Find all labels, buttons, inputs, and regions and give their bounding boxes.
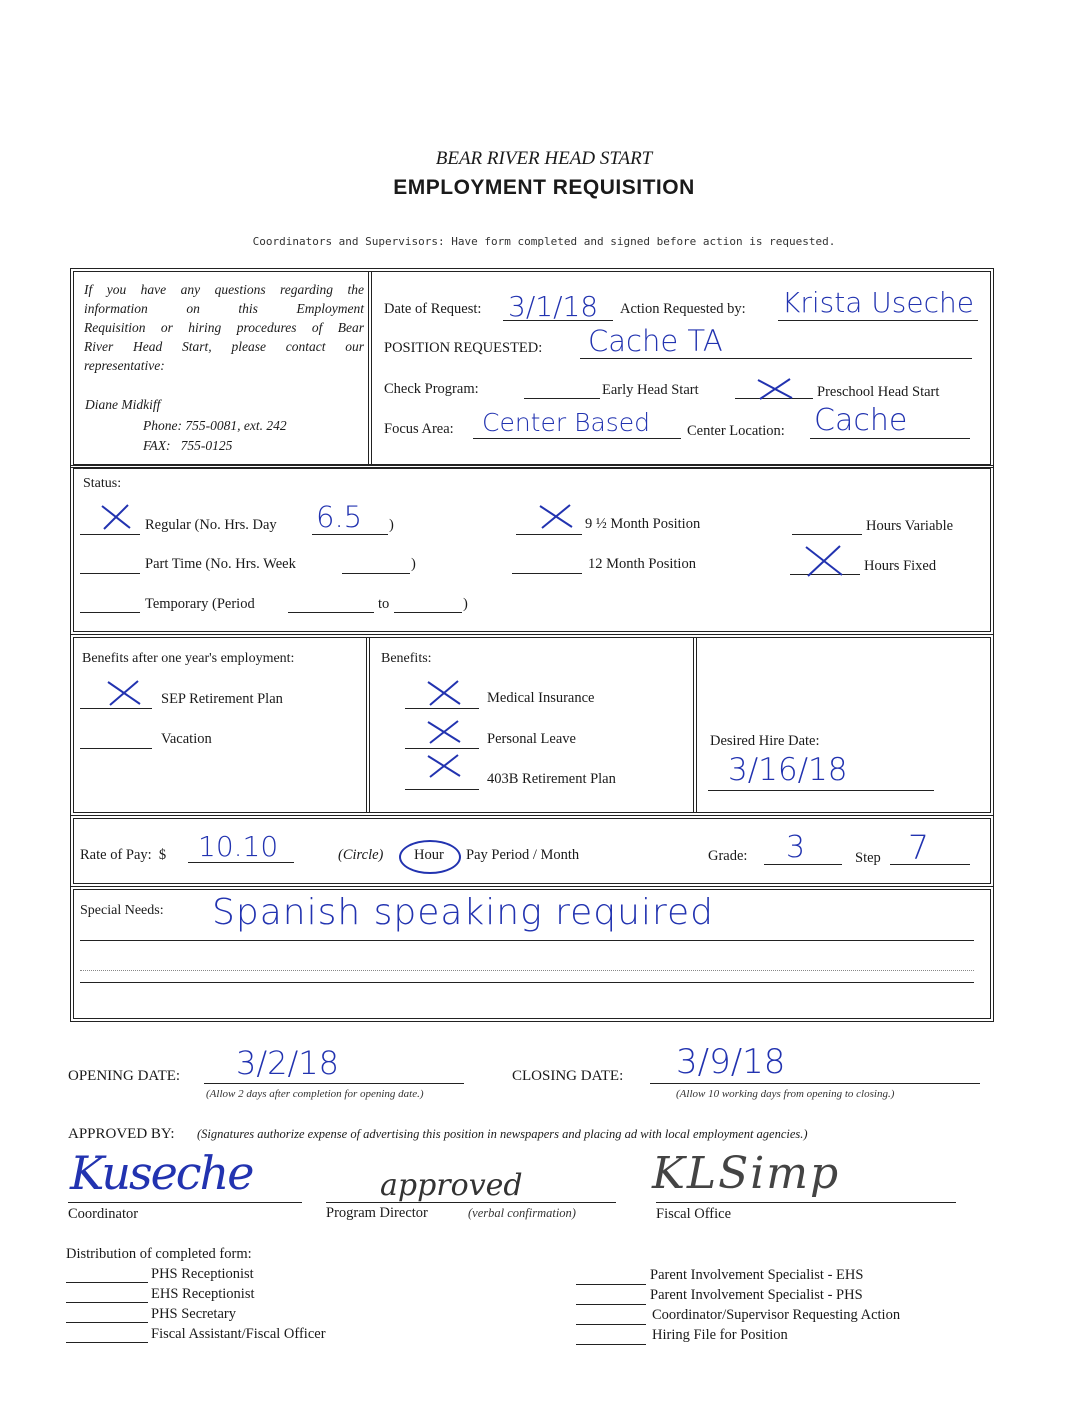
- dist-line-pis-ehs: [576, 1284, 646, 1285]
- special-needs-line-1: [80, 940, 974, 941]
- personal-line: [405, 748, 479, 749]
- step-line: [890, 864, 970, 865]
- closing-date-value[interactable]: 3/9/18: [676, 1042, 786, 1082]
- action-requested-value[interactable]: Krista Useche: [782, 286, 974, 319]
- sep-check-mark[interactable]: [104, 678, 144, 708]
- dist-line-phs-secretary: [66, 1322, 148, 1323]
- twelve-month-line: [512, 573, 582, 574]
- retirement-check-mark[interactable]: [424, 752, 464, 780]
- date-of-request-label: Date of Request:: [384, 301, 482, 317]
- early-head-start-label: Early Head Start: [602, 382, 699, 398]
- contact-note: If you have any questions regarding the information on this Employment Requisition or hiring procedures of Bear River Head Start, please contact our representative:: [84, 282, 364, 373]
- medical-line: [405, 708, 479, 709]
- center-location-label: Center Location:: [687, 423, 785, 439]
- medical-check-mark[interactable]: [424, 678, 464, 708]
- hours-fixed-label: Hours Fixed: [864, 558, 937, 574]
- fiscal-label: Fiscal Office: [656, 1206, 732, 1222]
- action-requested-label: Action Requested by:: [620, 301, 746, 317]
- temporary-close-paren: ): [463, 596, 468, 612]
- director-signature[interactable]: approved: [380, 1168, 523, 1203]
- hours-variable-label: Hours Variable: [866, 518, 954, 534]
- check-program-label: Check Program:: [384, 381, 479, 397]
- part-time-label: Part Time (No. Hrs. Week: [145, 556, 296, 572]
- closing-date-note: (Allow 10 working days from opening to closing.): [676, 1088, 895, 1100]
- date-of-request-value[interactable]: 3/1/18: [508, 290, 599, 323]
- dist-fiscal: Fiscal Assistant/Fiscal Officer: [151, 1326, 326, 1342]
- regular-check-mark[interactable]: [98, 502, 134, 532]
- twelve-month-label: 12 Month Position: [588, 556, 696, 572]
- dist-line-phs-receptionist: [66, 1282, 148, 1283]
- dist-pis-phs: Parent Involvement Specialist - PHS: [650, 1287, 863, 1303]
- distribution-label: Distribution of completed form:: [66, 1246, 252, 1262]
- vacation-line: [80, 748, 152, 749]
- grade-value[interactable]: 3: [786, 830, 806, 865]
- special-needs-line-2: [80, 970, 974, 971]
- coordinator-sig-line: [68, 1202, 302, 1203]
- closing-date-line: [650, 1083, 980, 1084]
- dist-line-pis-phs: [576, 1304, 646, 1305]
- contact-name: Diane Midkiff: [85, 397, 161, 412]
- position-line: [580, 358, 972, 359]
- position-value[interactable]: Cache TA: [588, 324, 723, 358]
- center-location-value[interactable]: Cache: [814, 403, 908, 438]
- part-time-close-paren: ): [411, 556, 416, 572]
- center-location-line: [810, 438, 970, 439]
- special-needs-line-3: [80, 982, 974, 983]
- retirement-line: [405, 789, 479, 790]
- dist-ehs-receptionist: EHS Receptionist: [151, 1286, 255, 1302]
- focus-area-line: [473, 438, 681, 439]
- temporary-line: [80, 612, 140, 613]
- benefits-divider-1: [366, 637, 370, 813]
- benefits-label: Benefits:: [381, 651, 432, 666]
- desired-hire-line: [708, 790, 934, 791]
- opening-date-value[interactable]: 3/2/18: [236, 1044, 339, 1082]
- medical-label: Medical Insurance: [487, 690, 595, 706]
- opening-date-note: (Allow 2 days after completion for opening date.): [206, 1088, 424, 1100]
- opening-date-line: [204, 1083, 464, 1084]
- approved-by-note: (Signatures authorize expense of advertising this position in newspapers and placing ad with local employment agencies.): [197, 1127, 808, 1141]
- special-needs-label: Special Needs:: [80, 903, 164, 918]
- personal-check-mark[interactable]: [424, 718, 464, 746]
- sep-line: [80, 708, 152, 709]
- action-requested-line: [778, 320, 978, 321]
- vacation-label: Vacation: [161, 731, 212, 747]
- temporary-from-line: [288, 612, 374, 613]
- part-time-line: [80, 573, 140, 574]
- position-label: POSITION REQUESTED:: [384, 340, 543, 356]
- rate-of-pay-label: Rate of Pay: $: [80, 847, 167, 863]
- dist-phs-secretary: PHS Secretary: [151, 1306, 236, 1322]
- org-name: BEAR RIVER HEAD START: [435, 148, 653, 169]
- closing-date-label: CLOSING DATE:: [512, 1068, 624, 1084]
- opening-date-label: OPENING DATE:: [68, 1068, 181, 1084]
- early-head-start-line: [524, 398, 600, 399]
- dist-phs-receptionist: PHS Receptionist: [151, 1266, 254, 1282]
- part-time-hours-line: [342, 573, 410, 574]
- hours-variable-line: [792, 534, 862, 535]
- benefits-after-label: Benefits after one year's employment:: [82, 651, 295, 666]
- regular-hours-line: [312, 534, 388, 535]
- hours-fixed-check-mark[interactable]: [802, 543, 846, 579]
- nine-month-check-mark[interactable]: [536, 502, 576, 530]
- hour-option: Hour: [414, 847, 444, 863]
- dist-hiring-file: Hiring File for Position: [652, 1327, 788, 1343]
- regular-hours-value[interactable]: 6.5: [316, 500, 363, 534]
- grade-label: Grade:: [708, 848, 748, 864]
- dist-line-ehs-receptionist: [66, 1302, 148, 1303]
- form-instruction: Coordinators and Supervisors: Have form completed and signed before action is requested.: [252, 235, 836, 248]
- personal-label: Personal Leave: [487, 731, 576, 747]
- desired-hire-label: Desired Hire Date:: [710, 733, 820, 749]
- status-label: Status:: [83, 476, 122, 491]
- contact-fax: FAX: 755-0125: [143, 438, 233, 453]
- dist-pis-ehs: Parent Involvement Specialist - EHS: [650, 1267, 864, 1283]
- dist-line-hiring-file: [576, 1344, 646, 1345]
- section-divider: [368, 271, 372, 465]
- contact-phone: Phone: 755-0081, ext. 242: [143, 418, 287, 433]
- temporary-to-label: to: [378, 596, 390, 612]
- rate-of-pay-value[interactable]: 10.10: [198, 830, 279, 863]
- form-title: EMPLOYMENT REQUISITION: [393, 176, 695, 199]
- focus-area-label: Focus Area:: [384, 421, 454, 437]
- desired-hire-value[interactable]: 3/16/18: [728, 752, 848, 788]
- retirement-label: 403B Retirement Plan: [487, 771, 616, 787]
- coordinator-label: Coordinator: [68, 1206, 139, 1222]
- preschool-check-mark[interactable]: [754, 376, 796, 402]
- preschool-head-start-label: Preschool Head Start: [817, 384, 940, 400]
- temporary-to-line: [394, 612, 462, 613]
- regular-line: [80, 534, 140, 535]
- temporary-label: Temporary (Period: [145, 596, 255, 612]
- dist-coordinator: Coordinator/Supervisor Requesting Action: [652, 1307, 901, 1323]
- nine-month-line: [516, 534, 582, 535]
- regular-close-paren: ): [389, 517, 394, 533]
- director-label: Program Director: [326, 1205, 428, 1221]
- benefits-divider-2: [693, 637, 697, 813]
- special-needs-value[interactable]: Spanish speaking required: [212, 892, 714, 933]
- approved-by-label: APPROVED BY:: [68, 1126, 175, 1142]
- step-value[interactable]: 7: [908, 828, 929, 867]
- nine-month-label: 9 ½ Month Position: [585, 516, 701, 532]
- regular-label: Regular (No. Hrs. Day: [145, 517, 277, 533]
- fiscal-sig-line: [656, 1202, 956, 1203]
- step-label: Step: [855, 850, 881, 866]
- pay-period-option: Pay Period / Month: [466, 847, 580, 863]
- fiscal-signature[interactable]: KLSimp: [652, 1148, 841, 1199]
- coordinator-signature[interactable]: Kuseche: [70, 1146, 253, 1200]
- sep-label: SEP Retirement Plan: [161, 691, 283, 707]
- director-note: (verbal confirmation): [468, 1206, 576, 1220]
- dist-line-fiscal: [66, 1342, 148, 1343]
- focus-area-value[interactable]: Center Based: [482, 408, 651, 437]
- dist-line-coordinator: [576, 1324, 646, 1325]
- circle-label: (Circle): [338, 847, 384, 863]
